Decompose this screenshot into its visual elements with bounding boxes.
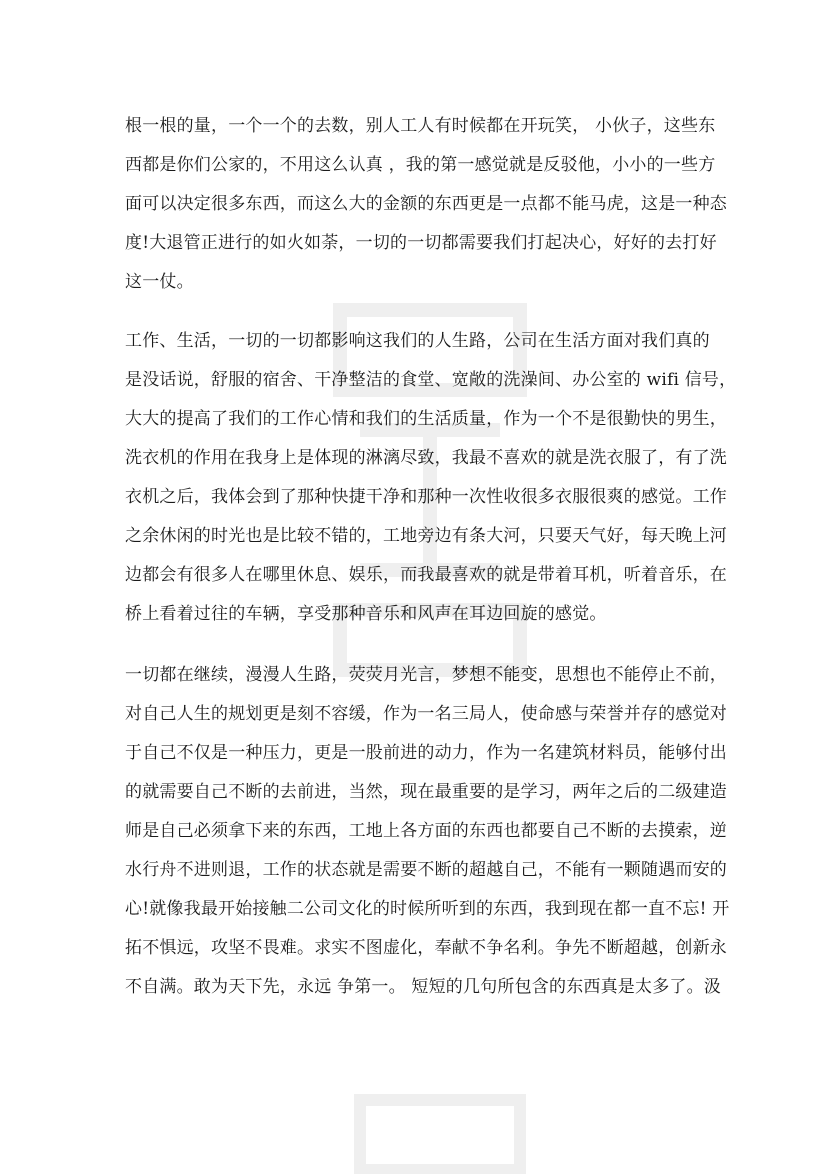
text-line: 度!大退管正进行的如火如荼，一切的一切都需要我们打起决心，好好的去打好 [125,233,717,253]
text-line: 工作、生活，一切的一切都影响这我们的人生路，公司在生活方面对我们真的 [125,331,710,351]
text-line: 面可以决定很多东西，而这么大的金额的东西更是一点都不能马虎，这是一种态 [125,194,727,214]
text-line: 衣机之后，我体会到了那种快捷干净和那种一次性收很多衣服很爽的感觉。工作 [125,487,727,507]
text-line: 是没话说，舒服的宿舍、干净整洁的食堂、宽敞的洗澡间、办公室的 wifi 信号， [125,370,737,390]
text-line: 根一根的量，一个一个的去数，别人工人有时候都在开玩笑， 小伙子，这些东 [125,116,716,136]
text-line: 不自满。敢为天下先，永远 争第一。 短短的几句所包含的东西真是太多了。汲 [125,977,722,997]
text-line: 于自己不仅是一种压力，更是一股前进的动力，作为一名建筑材料员，能够付出 [125,743,727,763]
text-line: 一切都在继续，漫漫人生路，荧荧月光言，梦想不能变，思想也不能停止不前， [125,665,727,685]
text-line: 桥上看着过往的车辆，享受那种音乐和风声在耳边回旋的感觉。 [125,604,607,624]
text-line: 这一仗。 [125,272,194,292]
text-line: 洗衣机的作用在我身上是体现的淋漓尽致，我最不喜欢的就是洗衣服了，有了洗 [125,448,727,468]
text-line: 边都会有很多人在哪里休息、娱乐，而我最喜欢的就是带着耳机，听着音乐，在 [125,565,727,585]
text-line: 师是自己必须拿下来的东西，工地上各方面的东西也都要自己不断的去摸索，逆 [125,821,727,841]
text-line: 之余休闲的时光也是比较不错的，工地旁边有条大河，只要天气好，每天晚上河 [125,526,727,546]
text-line: 心!就像我最开始接触二公司文化的时候所听到的东西，我到现在都一直不忘! 开 [125,899,730,919]
text-line: 的就需要自己不断的去前进，当然，现在最重要的是学习，两年之后的二级建造 [125,782,727,802]
text-line: 拓不惧远，攻坚不畏难。求实不图虚化，奉献不争名利。争先不断超越，创新永 [125,938,727,958]
text-line: 对自己人生的规划更是刻不容缓，作为一名三局人，使命感与荣誉并存的感觉对 [125,704,727,724]
text-line: 水行舟不进则退，工作的状态就是需要不断的超越自己，不能有一颗随遇而安的 [125,860,727,880]
text-line: 西都是你们公家的，不用这么认真 ，我的第一感觉就是反驳他，小小的一些方 [125,155,716,175]
watermark-bottom-graphic [340,1080,540,1174]
text-line: 大大的提高了我们的工作心情和我们的生活质量，作为一个不是很勤快的男生， [125,409,727,429]
